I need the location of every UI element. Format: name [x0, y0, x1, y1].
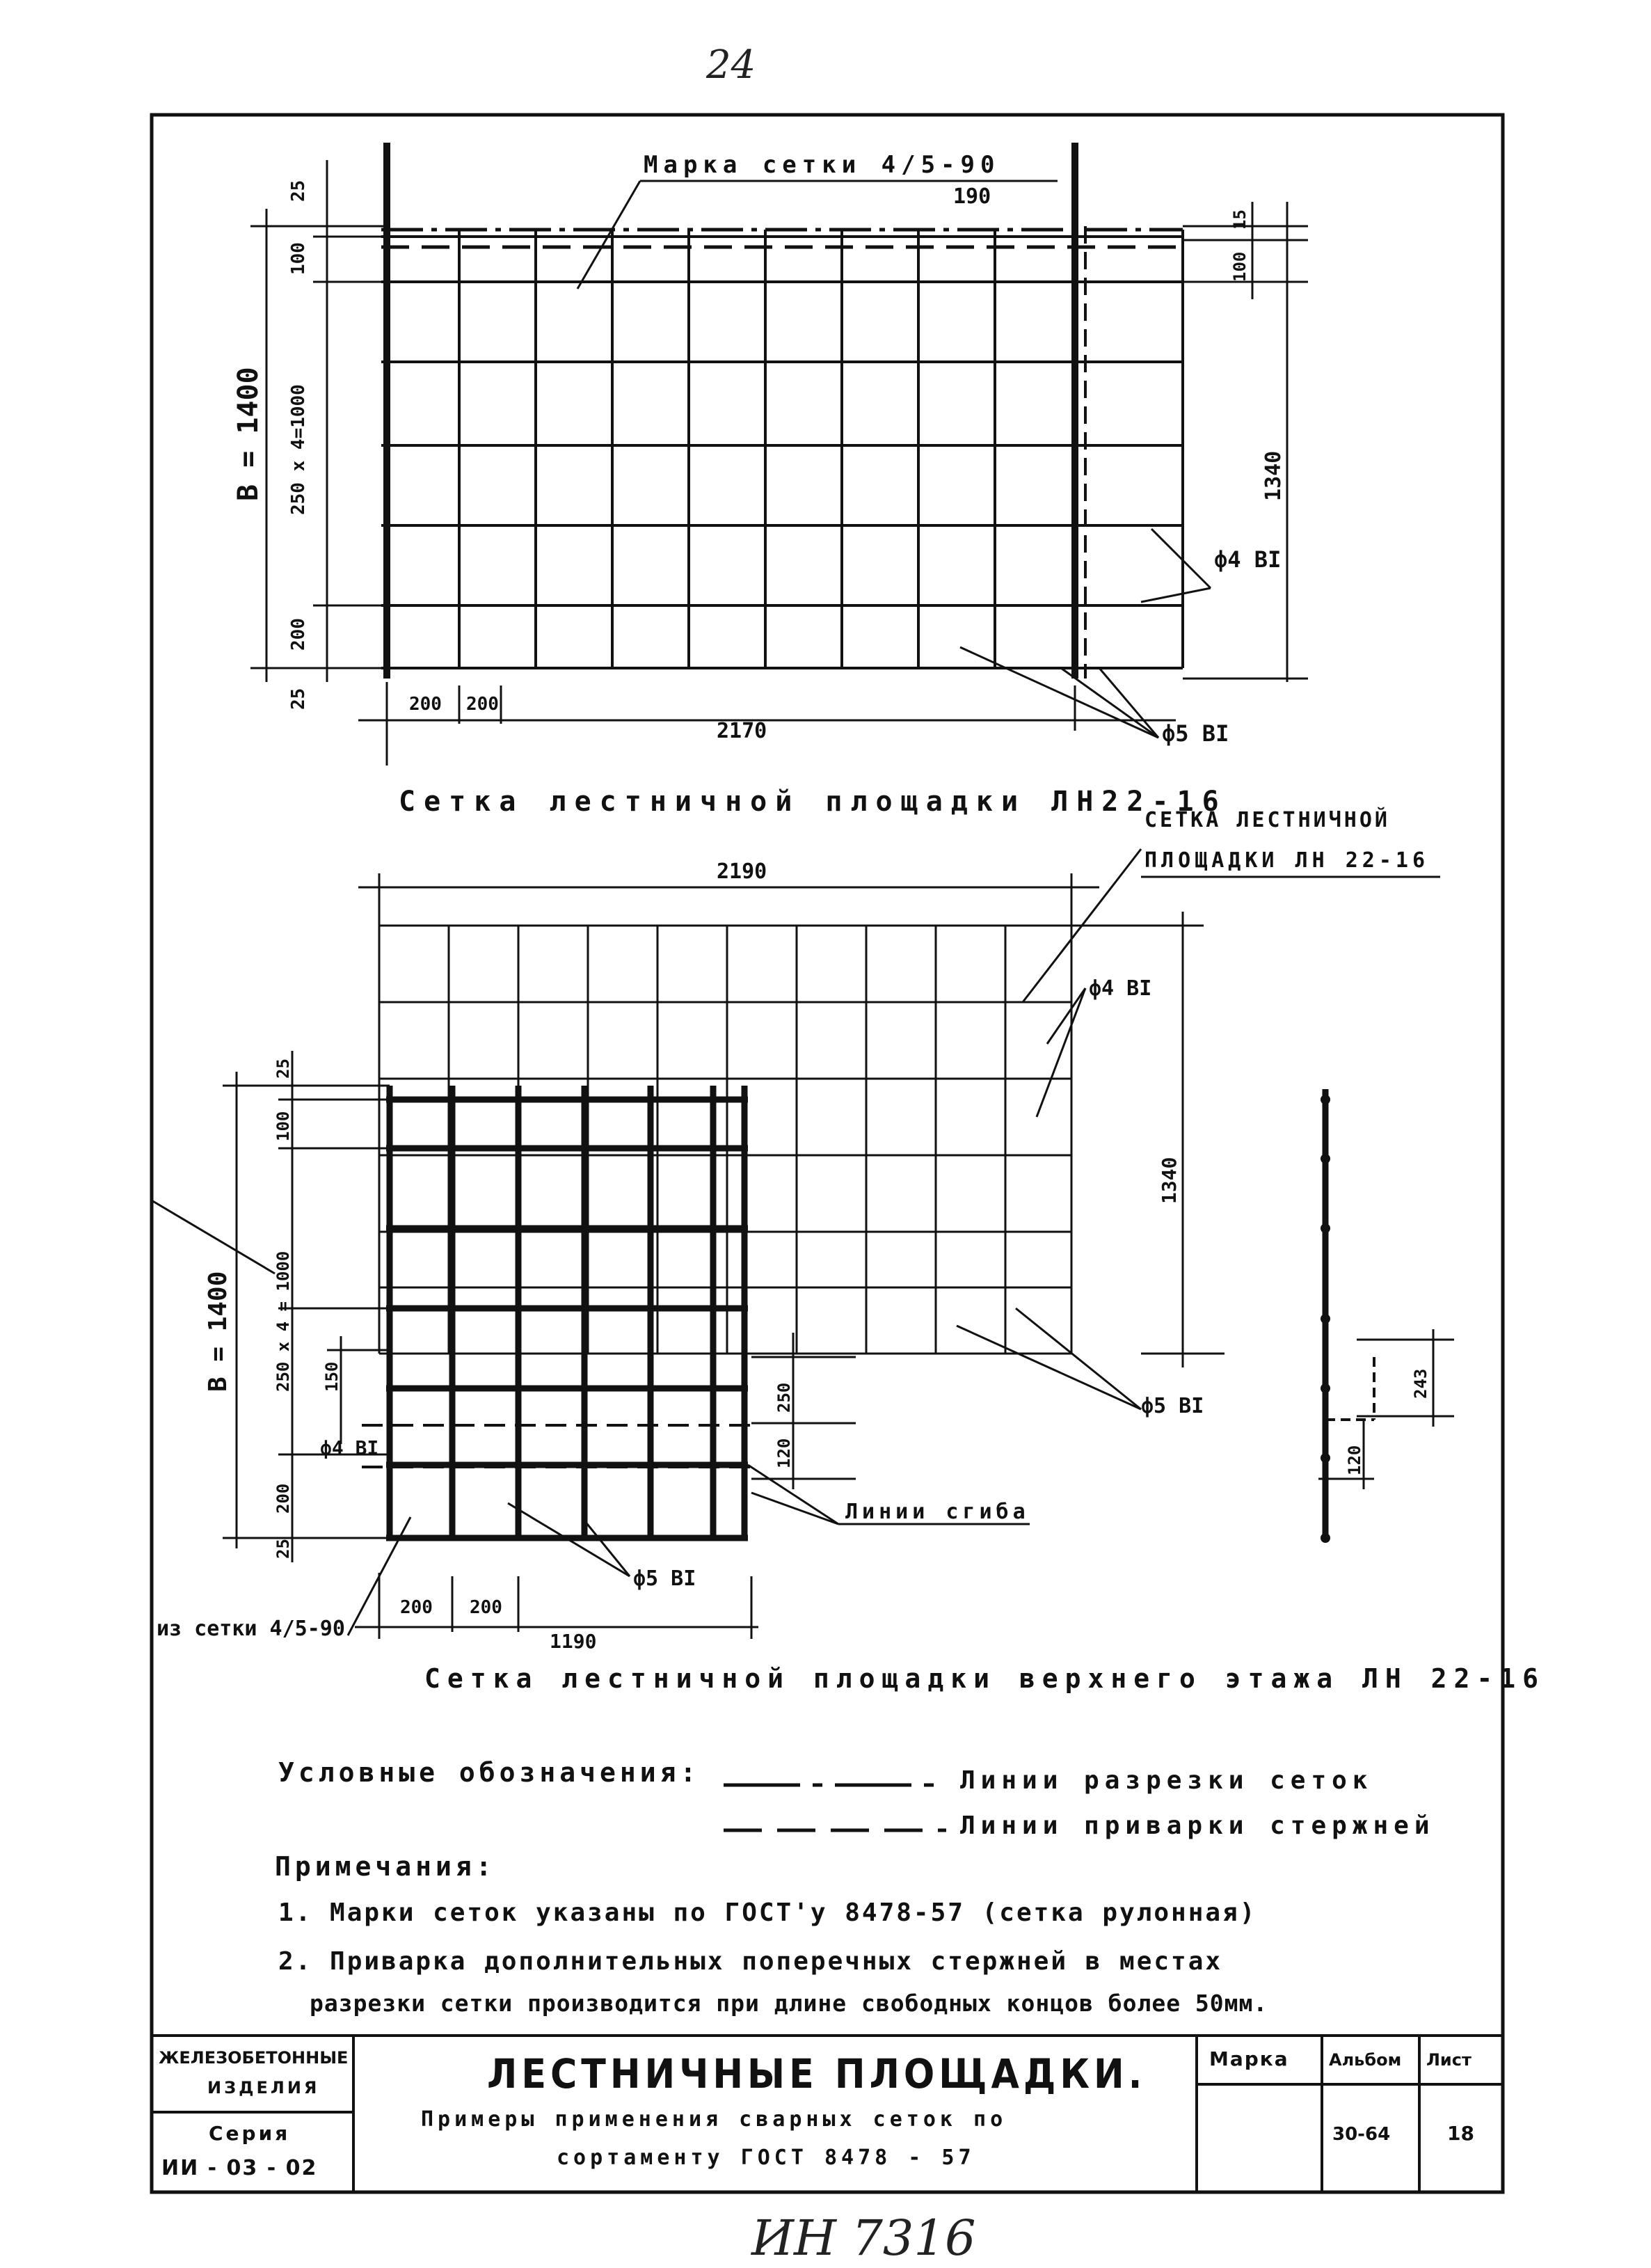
top-dim-25a: 25	[288, 180, 309, 202]
bottom-left-dimensions	[223, 1051, 390, 1562]
top-mesh-drawing	[232, 143, 1308, 818]
sheet-subtitle-2: сортаменту ГОСТ 8478 - 57	[557, 2146, 975, 2170]
mesh-mark-label: Марка сетки 4/5-90	[644, 151, 1000, 179]
sheet-subtitle-1: Примеры применения сварных сеток по	[421, 2107, 1007, 2132]
top-left-dimensions	[250, 160, 390, 682]
bend-detail	[1318, 1089, 1454, 1541]
bend-detail-243: 243	[1411, 1368, 1430, 1399]
top-rebar-leaders	[960, 529, 1211, 738]
top-dim-middle: 250 x 4=1000	[288, 384, 309, 515]
archive-number: ИН 7316	[751, 2210, 976, 2267]
legend-item-1: Линии разрезки сеток	[960, 1766, 1373, 1795]
top-right-100: 100	[1230, 251, 1250, 282]
bottom-bottom-1190: 1190	[550, 1630, 597, 1653]
bottom-rebar-leaders	[508, 988, 1141, 1576]
bottom-cut-mesh-grid	[386, 1086, 748, 1538]
bottom-rebar-label-2: ф5 BI	[1141, 1394, 1204, 1418]
bottom-mesh-label-hidden: Сетка лестничной площадки ЛН 22-16	[0, 0, 15, 1]
bottom-dim-25a: 25	[273, 1058, 293, 1079]
bottom-mesh-grid	[379, 926, 1071, 1354]
top-dim-100: 100	[288, 242, 309, 275]
bottom-inner-120: 120	[774, 1438, 794, 1468]
bottom-bottom-200b: 200	[470, 1597, 502, 1618]
album-value: 30-64	[1332, 2124, 1391, 2145]
top-bottom-200b: 200	[466, 694, 499, 715]
bottom-height-1340: 1340	[1158, 1157, 1181, 1204]
bottom-inner-250: 250	[774, 1382, 794, 1413]
b-total-bottom: B = 1400	[204, 1271, 232, 1392]
bottom-mesh-label-1: СЕТКА ЛЕСТНИЧНОЙ	[1144, 808, 1390, 832]
bottom-rebar-label-3: ф5 BI	[633, 1567, 696, 1591]
legend-title: Условные обозначения:	[278, 1757, 701, 1788]
bend-line-label: Линии сгиба	[845, 1500, 1030, 1524]
note-1: 1. Марки сеток указаны по ГОСТ'у 8478-57 (сетка рулонная)	[278, 1898, 1257, 1927]
sheet-value: 18	[1447, 2122, 1474, 2145]
org-line-1: ЖЕЛЕЗОБЕТОННЫЕ	[159, 2048, 349, 2068]
notes	[275, 1851, 1268, 2017]
bend-detail-120: 120	[1345, 1445, 1364, 1475]
bottom-bottom-200a: 200	[400, 1597, 433, 1618]
mark-leader	[577, 181, 640, 289]
bottom-dim-25b: 25	[273, 1539, 293, 1559]
bottom-dim-100: 100	[273, 1111, 293, 1141]
page-number: 24	[706, 42, 756, 88]
top-pitch-label: 190	[953, 184, 991, 209]
top-dim-200: 200	[288, 618, 309, 651]
bottom-dim-middle: 250 x 4 = 1000	[273, 1251, 293, 1392]
col-album: Альбом	[1329, 2050, 1402, 2070]
notes-title: Примечания:	[275, 1851, 496, 1882]
top-rebar-label-2: ф5 BI	[1162, 720, 1229, 747]
bottom-mesh-label-2: ПЛОЩАДКИ ЛН 22-16	[1144, 848, 1430, 873]
note-2b: разрезки сетки производится при длине свободных концов более 50мм.	[310, 1990, 1268, 2017]
bottom-inner-dimensions	[751, 1333, 856, 1489]
top-rebar-label-1: ф4 BI	[1214, 546, 1282, 573]
top-bottom-2170: 2170	[717, 719, 767, 743]
bottom-width-2190: 2190	[717, 859, 767, 884]
col-sheet: Лист	[1426, 2050, 1471, 2070]
sheet-title: ЛЕСТНИЧНЫЕ ПЛОЩАДКИ.	[487, 2050, 1147, 2097]
top-right-15: 15	[1230, 209, 1250, 230]
top-bottom-200a: 200	[409, 694, 442, 715]
top-mesh-grid	[381, 230, 1183, 668]
col-mark: Марка	[1209, 2047, 1289, 2070]
note-2a: 2. Приварка дополнительных поперечных стержней в местах	[278, 1947, 1223, 1976]
legend-item-2: Линии приварки стержней	[960, 1811, 1435, 1840]
top-caption: Сетка лестничной площадки ЛН22-16	[399, 786, 1227, 818]
top-dim-25b: 25	[288, 688, 309, 710]
series-label: Серия	[209, 2122, 291, 2145]
legend	[278, 1757, 1435, 1840]
series-value: ИИ - 03 - 02	[161, 2156, 318, 2180]
bottom-dim-150: 150	[322, 1361, 342, 1392]
bottom-rebar-label-left: ф4 BI	[320, 1436, 379, 1459]
b-total-top: B = 1400	[232, 367, 264, 501]
bottom-caption: Сетка лестничной площадки верхнего этажа ЛН 22-16	[424, 1663, 1546, 1694]
bottom-left-leader	[152, 1200, 275, 1274]
org-line-2: ИЗДЕЛИЯ	[207, 2078, 320, 2097]
bottom-rebar-label-1: ф4 BI	[1089, 976, 1152, 1001]
top-right-1340: 1340	[1261, 450, 1286, 501]
from-mesh-label: из сетки 4/5-90	[157, 1617, 345, 1641]
bottom-dim-200: 200	[273, 1483, 293, 1514]
